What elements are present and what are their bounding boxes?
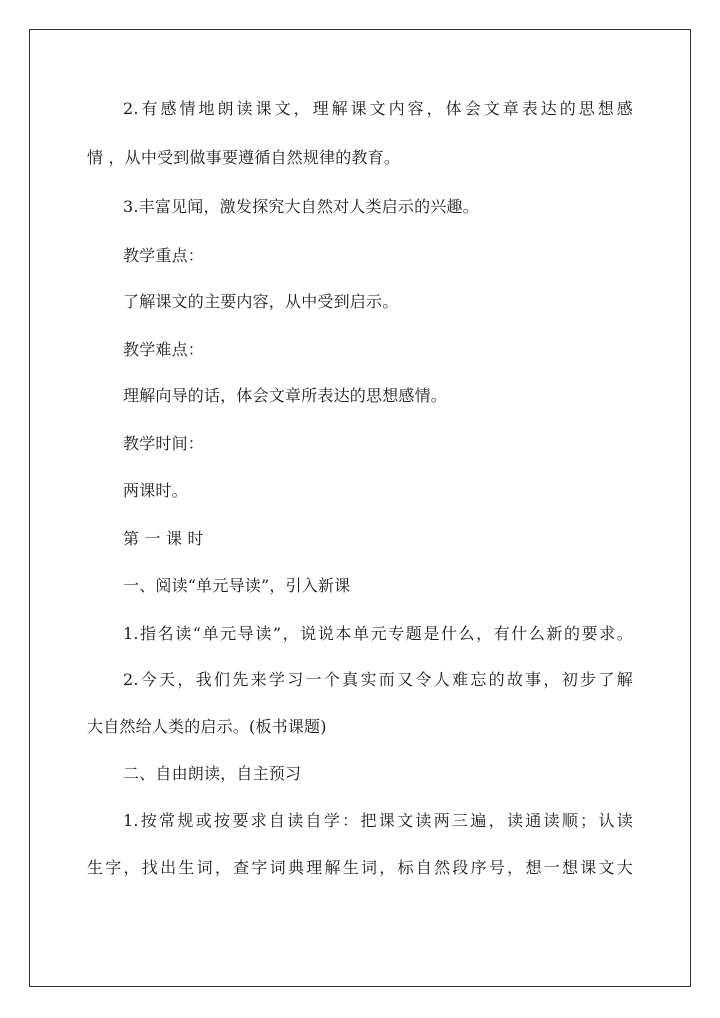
paragraph-line: 了解课文的主要内容，从中受到启示。 <box>123 292 399 311</box>
section-heading: 教学时间： <box>123 434 205 453</box>
section-heading: 教学难点： <box>123 340 205 359</box>
section-heading: 教学重点： <box>123 246 205 265</box>
paragraph-line: 生字，找出生词，查字词典理解生词，标自然段序号，想一想课文大 <box>87 858 633 877</box>
paragraph-line: 两课时。 <box>123 481 188 500</box>
paragraph-line: 大自然给人类的启示。(板书课题) <box>87 717 327 736</box>
paragraph-line: 理解向导的话，体会文章所表达的思想感情。 <box>123 386 448 405</box>
section-heading: 一、阅读“单元导读”，引入新课 <box>123 576 351 595</box>
paragraph-line: 情 ，从中受到做事要遵循自然规律的教育。 <box>87 148 401 167</box>
page-border <box>29 29 691 987</box>
section-heading: 二、自由朗读，自主预习 <box>123 764 302 783</box>
lesson-heading: 第 一 课 时 <box>123 529 204 548</box>
paragraph-line: 1.按常规或按要求自读自学：把课文读两三遍，读通读顺；认读 <box>123 811 633 830</box>
paragraph-line: 2.今天，我们先来学习一个真实而又令人难忘的故事，初步了解 <box>123 670 633 689</box>
paragraph-line: 1.指名读“单元导读”，说说本单元专题是什么，有什么新的要求。 <box>123 624 633 643</box>
paragraph-line: 3.丰富见闻，激发探究大自然对人类启示的兴趣。 <box>123 197 479 216</box>
paragraph-line: 2.有感情地朗读课文，理解课文内容，体会文章表达的思想感 <box>123 99 633 118</box>
